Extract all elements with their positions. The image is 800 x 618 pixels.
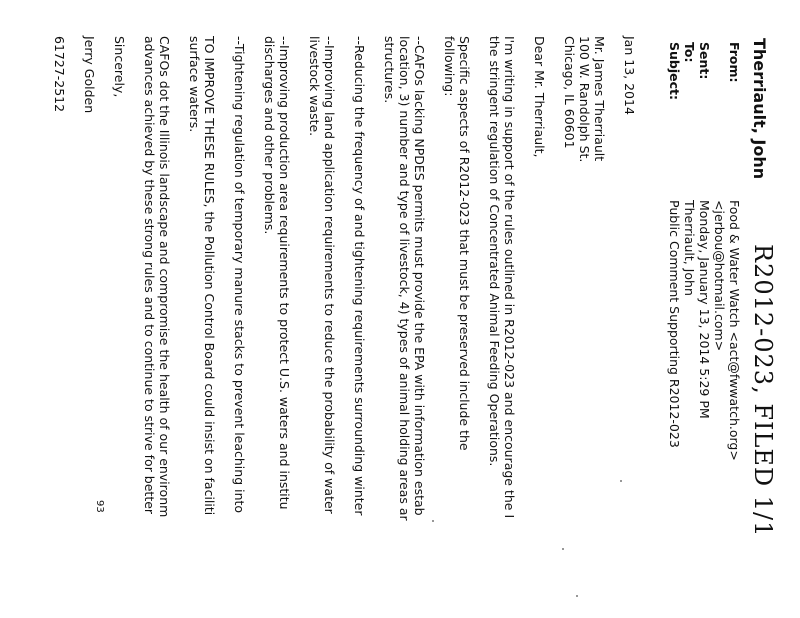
- subject-value: Public Comment Supporting R2012-023: [667, 200, 682, 448]
- closing1-line2: surface waters.: [187, 36, 202, 133]
- item3-line2: livestock waste.: [307, 36, 322, 137]
- item4-line2: discharges and other problems.: [262, 36, 277, 235]
- closing1-line1: TO IMPROVE THESE RULES, the Pollution Control Board could insist on faciliti: [202, 36, 217, 516]
- intro-line1: I'm writing in support of the rules outlined in R2012-023 and encourage the I: [502, 36, 517, 519]
- item5-line1: --Tightening regulation of temporary manure stacks to prevent leaching into: [232, 36, 247, 514]
- page-number: 93: [94, 500, 105, 513]
- item3-line1: --Improving land application requirements to reduce the probability of water: [322, 36, 337, 514]
- item4-line1: --Improving production area requirements to protect U.S. waters and institu: [277, 36, 292, 510]
- salutation: Dear Mr. Therriault,: [532, 36, 547, 158]
- closing2-line2: advances achieved by these strong rules and to continue to strive for better: [142, 36, 157, 515]
- address-line3: Chicago, IL 60601: [562, 36, 577, 149]
- subject-label: Subject:: [667, 42, 682, 100]
- signoff: Sincerely,: [112, 36, 127, 98]
- filing-stamp: R2012-023, FILED 1/1: [749, 244, 777, 538]
- scan-speck: [562, 548, 564, 550]
- aspects-line1: Specific aspects of R2012-023 that must be preserved include the: [457, 36, 472, 451]
- sent-label: Sent:: [697, 42, 712, 80]
- scan-speck: [620, 480, 622, 482]
- closing2-line1: CAFOs dot the Illinois landscape and compromise the health of our environm: [157, 36, 172, 518]
- to-label: To:: [682, 42, 697, 63]
- from-value-line2: <jerbou@hotmail.com>: [712, 200, 727, 352]
- scan-speck: [432, 520, 434, 522]
- item1-line1: --CAFOs lacking NPDES permits must provide the EPA with information estab: [412, 36, 427, 516]
- address-line1: Mr. James Therriault: [592, 36, 607, 162]
- item1-line2: location, 3) number and type of livestock, 4) types of animal holding areas ar: [397, 36, 412, 521]
- from-value-line1: Food & Water Watch <act@fwwatch.org>: [727, 200, 742, 461]
- sent-value: Monday, January 13, 2014 5:29 PM: [697, 200, 712, 419]
- scan-speck: [576, 595, 578, 597]
- signature-name: Jerry Golden: [82, 36, 97, 114]
- address-line2: 100 W. Randolph St.: [577, 36, 592, 163]
- sender-name: Therriault, John: [750, 38, 769, 180]
- from-label: From:: [727, 42, 742, 83]
- item1-line3: structures.: [382, 36, 397, 104]
- intro-line2: the stringent regulation of Concentrated Animal Feeding Operations.: [487, 36, 502, 467]
- letter-date: Jan 13, 2014: [622, 36, 637, 115]
- to-value: Therriault, John: [682, 200, 697, 296]
- item2-line1: --Reducing the frequency of and tightening requirements surrounding winter: [352, 36, 367, 516]
- aspects-line2: following:: [442, 36, 457, 97]
- signature-zip: 61727-2512: [52, 36, 67, 113]
